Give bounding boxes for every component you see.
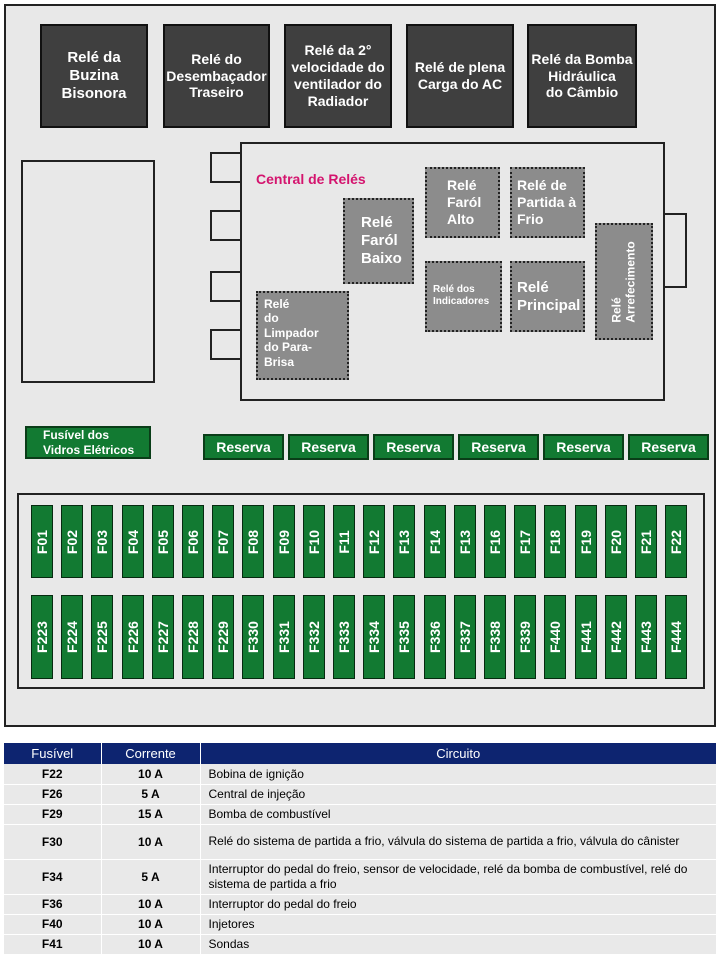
fuse-slot	[363, 505, 385, 578]
cell-current: 5 A	[101, 859, 200, 894]
fuse-slot	[393, 505, 415, 578]
fuse-slot	[635, 595, 657, 679]
fuse-vidros-eletricos: Fusível dos Vidros Elétricos	[25, 426, 151, 459]
cell-fuse: F30	[4, 824, 101, 859]
fuse-label: F226	[125, 621, 141, 653]
fuse-label: F441	[578, 621, 594, 653]
connector-tab	[210, 210, 242, 241]
fuse-label: F225	[94, 621, 110, 653]
cell-fuse: F36	[4, 894, 101, 914]
cell-current: 10 A	[101, 824, 200, 859]
fuse-slot	[242, 595, 264, 679]
relay-principal: Relé Principal	[510, 261, 585, 332]
fuse-slot	[484, 505, 506, 578]
fuse-label: F334	[366, 621, 382, 653]
table-row	[4, 894, 716, 914]
relay-partida-frio: Relé de Partida à Frio	[510, 167, 585, 238]
relay-bomba-hidraulica	[527, 24, 637, 128]
fuse-label: F18	[547, 529, 563, 554]
fuse-label: F444	[668, 621, 684, 653]
fuse-slot	[122, 505, 144, 578]
relay-desembacador	[163, 24, 270, 128]
fuse-label: F07	[215, 529, 231, 554]
reserve-slot: Reserva	[458, 434, 539, 460]
fuse-slot	[182, 505, 204, 578]
relay-ventilador	[284, 24, 392, 128]
fuse-slot	[31, 595, 53, 679]
fuse-label: F337	[457, 621, 473, 653]
cell-circuit: Central de injeção	[200, 784, 716, 804]
table-row	[4, 859, 716, 894]
fuse-slot	[303, 505, 325, 578]
cell-circuit: Sondas	[200, 934, 716, 954]
fuse-slot	[635, 505, 657, 578]
relay-desembacador-label: Relé do Desembaçador Traseiro	[166, 50, 267, 101]
fuse-label: F09	[276, 529, 292, 554]
table-row	[4, 824, 716, 859]
cell-circuit: Interruptor do pedal do freio, sensor de velocidade, relé da bomba de combustível, relé do sistema de partida a frio	[200, 859, 716, 894]
relay-buzina-label: Relé da Buzina Bisonora	[61, 49, 127, 102]
cell-current: 10 A	[101, 914, 200, 934]
fuse-label: F20	[608, 529, 624, 554]
cell-fuse: F22	[4, 764, 101, 784]
table-header-row	[4, 743, 716, 764]
fuse-slot	[31, 505, 53, 578]
fuse-label: F21	[638, 529, 654, 554]
fuse-label: F223	[34, 621, 50, 653]
fuse-label: F11	[336, 529, 352, 554]
fuse-slot	[61, 595, 83, 679]
cell-fuse: F34	[4, 859, 101, 894]
fuse-label: F08	[245, 529, 261, 554]
fuse-label: F227	[155, 621, 171, 653]
relay-farol-baixo: Relé Faról Baixo	[343, 198, 414, 284]
cell-circuit: Bomba de combustível	[200, 804, 716, 824]
relay-limpador: Relé do Limpador do Para- Brisa	[256, 291, 349, 380]
relay-carga-ac-label: Relé de plena Carga do AC	[414, 59, 506, 92]
cell-circuit: Bobina de ignição	[200, 764, 716, 784]
fuse-label: F228	[185, 621, 201, 653]
fuse-label: F17	[517, 529, 533, 554]
fuse-slot	[514, 505, 536, 578]
fuse-slot	[122, 595, 144, 679]
fuse-table	[4, 743, 716, 955]
fuse-slot	[544, 505, 566, 578]
fuse-slot	[212, 505, 234, 578]
fuse-label: F14	[427, 529, 443, 554]
fuse-label: F19	[578, 529, 594, 554]
table-row	[4, 784, 716, 804]
cell-circuit: Interruptor do pedal do freio	[200, 894, 716, 914]
connector-tab	[210, 271, 242, 302]
cell-fuse: F40	[4, 914, 101, 934]
reserve-slot: Reserva	[543, 434, 624, 460]
fuse-slot	[665, 505, 687, 578]
fuse-slot	[665, 595, 687, 679]
fuse-label: F01	[34, 529, 50, 554]
cell-current: 10 A	[101, 934, 200, 954]
fuse-slot	[514, 595, 536, 679]
reserve-slot: Reserva	[628, 434, 709, 460]
connector-tab	[210, 329, 242, 360]
cell-fuse: F26	[4, 784, 101, 804]
cell-current: 15 A	[101, 804, 200, 824]
fuse-label: F443	[638, 621, 654, 653]
table-row	[4, 934, 716, 954]
fuse-label: F16	[487, 529, 503, 554]
cell-current: 10 A	[101, 764, 200, 784]
fuse-slot	[333, 595, 355, 679]
fuse-block	[17, 493, 705, 689]
fuse-slot	[605, 595, 627, 679]
cell-fuse: F41	[4, 934, 101, 954]
fuse-label: F330	[245, 621, 261, 653]
fuse-label: F224	[64, 621, 80, 653]
fuse-slot	[91, 595, 113, 679]
connector-tab	[210, 152, 242, 183]
reserve-slot: Reserva	[373, 434, 454, 460]
fuse-slot	[333, 505, 355, 578]
cell-fuse: F29	[4, 804, 101, 824]
fuse-slot	[303, 595, 325, 679]
reserve-slot: Reserva	[203, 434, 284, 460]
fuse-slot	[61, 505, 83, 578]
fuse-slot	[424, 595, 446, 679]
relay-farol-alto: Relé Faról Alto	[425, 167, 500, 238]
fuse-label: F10	[306, 529, 322, 554]
relay-arrefecimento	[595, 223, 653, 340]
fuse-slot	[242, 505, 264, 578]
relay-bomba-hidraulica-label: Relé da Bomba Hidráulica do Câmbio	[531, 50, 633, 101]
header-corrente: Corrente	[101, 743, 200, 764]
fuse-slot	[273, 595, 295, 679]
fuse-label: F22	[668, 529, 684, 554]
header-fusivel: Fusível	[4, 743, 101, 764]
relay-indicadores: Relé dos Indicadores	[425, 261, 502, 332]
fuse-label: F336	[427, 621, 443, 653]
fuse-label: F338	[487, 621, 503, 653]
fuse-slot	[454, 595, 476, 679]
relay-buzina	[40, 24, 148, 128]
relay-carga-ac	[406, 24, 514, 128]
header-circuito: Circuito	[200, 743, 716, 764]
fuse-label: F13	[457, 529, 473, 554]
cell-current: 5 A	[101, 784, 200, 804]
fuse-slot	[605, 505, 627, 578]
fuse-slot	[212, 595, 234, 679]
fuse-slot	[273, 505, 295, 578]
cell-current: 10 A	[101, 894, 200, 914]
fuse-slot	[91, 505, 113, 578]
fuse-label: F02	[64, 529, 80, 554]
fuse-slot	[182, 595, 204, 679]
fuse-label: F06	[185, 529, 201, 554]
relay-ventilador-label: Relé da 2° velocidade do ventilador do Radiador	[291, 42, 385, 109]
fuse-label: F335	[396, 621, 412, 653]
empty-slot-box	[21, 160, 155, 383]
fuse-label: F442	[608, 621, 624, 653]
fuse-label: F03	[94, 529, 110, 554]
fuse-label: F331	[276, 621, 292, 653]
central-title: Central de Relés	[256, 171, 366, 187]
fuse-label: F05	[155, 529, 171, 554]
table-row	[4, 764, 716, 784]
fuse-label: F339	[517, 621, 533, 653]
fuse-slot	[544, 595, 566, 679]
table-row	[4, 804, 716, 824]
fuse-slot	[575, 595, 597, 679]
fuse-slot	[152, 595, 174, 679]
fuse-label: F333	[336, 621, 352, 653]
fuse-slot	[393, 595, 415, 679]
relay-arrefecimento-label: Relé Arrefecimento	[609, 240, 638, 323]
fuse-slot	[484, 595, 506, 679]
fuse-slot	[454, 505, 476, 578]
fuse-label: F04	[125, 529, 141, 554]
fuse-label: F13	[396, 529, 412, 554]
cell-circuit: Relé do sistema de partida a frio, válvula do sistema de partida a frio, válvula do cânister	[200, 824, 716, 859]
fuse-label: F229	[215, 621, 231, 653]
fuse-label: F332	[306, 621, 322, 653]
fuse-slot	[575, 505, 597, 578]
fuse-label: F440	[547, 621, 563, 653]
cell-circuit: Injetores	[200, 914, 716, 934]
fuse-slot	[363, 595, 385, 679]
table-row	[4, 914, 716, 934]
fuse-slot	[152, 505, 174, 578]
fuse-label: F12	[366, 529, 382, 554]
fuse-slot	[424, 505, 446, 578]
connector-tab	[662, 213, 687, 288]
reserve-slot: Reserva	[288, 434, 369, 460]
